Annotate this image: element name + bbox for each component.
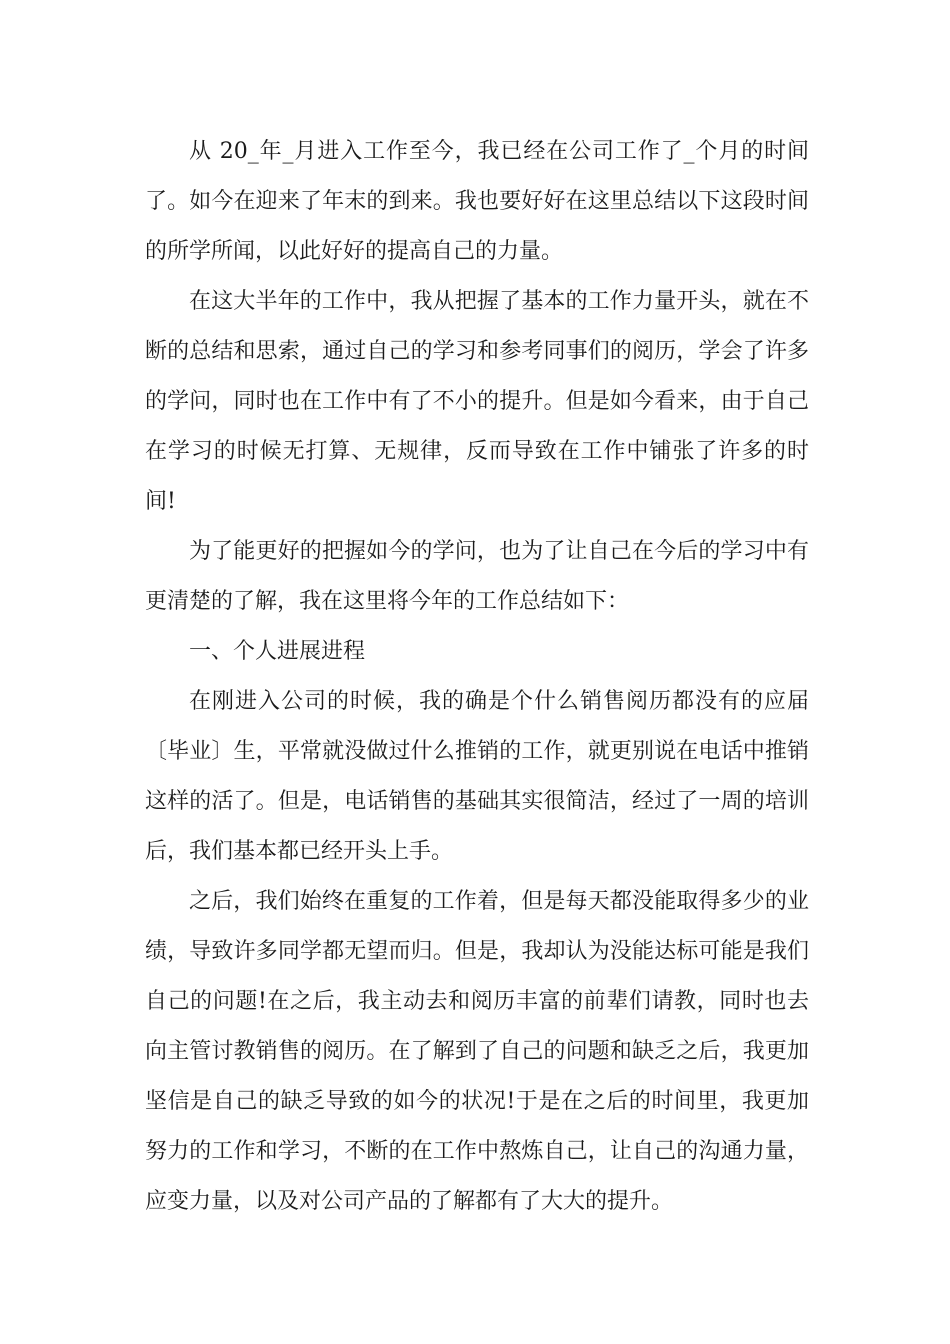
paragraph-joining-company: 在刚进入公司的时候，我的确是个什么销售阅历都没有的应届〔毕业〕生，平常就没做过什么推销的工作，就更别说在电话中推销这样的活了。但是，电话销售的基础其实很简洁，经过了一周的培训后，我们基本都已经开头上手。 [145, 689, 809, 864]
document-page [145, 127, 809, 1227]
paragraph-summary-intro: 为了能更好的把握如今的学问，也为了让自己在今后的学习中有更清楚的了解，我在这里将今年的工作总结如下： [145, 539, 809, 614]
paragraph-improvement: 之后，我们始终在重复的工作着，但是每天都没能取得多少的业绩，导致许多同学都无望而归。但是，我却认为没能达标可能是我们自己的问题!在之后，我主动去和阅历丰富的前辈们请教，同时也去向主管讨教销售的阅历。在了解到了自己的问题和缺乏之后，我更加坚信是自己的缺乏导致的如今的状况!于是在之后的时间里，我更加努力的工作和学习，不断的在工作中熬炼自己，让自己的沟通力量，应变力量，以及对公司产品的了解都有了大大的提升。 [145, 889, 809, 1214]
section-heading: 一、个人进展进程 [189, 639, 366, 664]
paragraph-intro: 从 20_年_月进入工作至今，我已经在公司工作了_个月的时间了。如今在迎来了年末的到来。我也要好好在这里总结以下这段时间的所学所闻，以此好好的提高自己的力量。 [145, 139, 809, 264]
paragraph-half-year-work: 在这大半年的工作中，我从把握了基本的工作力量开头，就在不断的总结和思索，通过自己的学习和参考同事们的阅历，学会了许多的学问，同时也在工作中有了不小的提升。但是如今看来，由于自己在学习的时候无打算、无规律，反而导致在工作中铺张了许多的时间! [145, 289, 809, 514]
